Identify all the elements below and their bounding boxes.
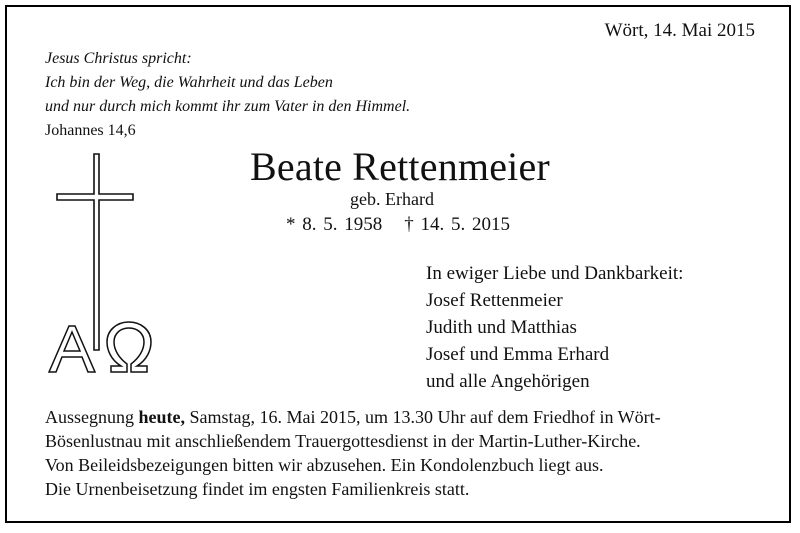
quote-line-1: Ich bin der Weg, die Wahrheit und das Leben — [45, 74, 333, 91]
mourner-name: und alle Angehörigen — [426, 371, 590, 392]
notice-line-2: Bösenlustnau mit anschließendem Trauergottesdienst in der Martin-Luther-Kirche. — [45, 431, 641, 451]
quote-reference: Johannes 14,6 — [45, 122, 136, 139]
quote-line-2: und nur durch mich kommt ihr zum Vater in den Himmel. — [45, 98, 411, 115]
notice-text: Samstag, 16. Mai 2015, um 13.30 Uhr auf dem Friedhof in Wört- — [185, 407, 661, 427]
notice-text: Aussegnung — [45, 407, 139, 427]
mourner-name: Josef Rettenmeier — [426, 290, 563, 311]
service-notice — [45, 405, 765, 501]
deceased-name: Beate Rettenmeier — [250, 144, 550, 189]
mourners-list — [426, 260, 683, 395]
bible-quote — [45, 47, 410, 143]
mourners-heading: In ewiger Liebe und Dankbarkeit: — [426, 263, 684, 284]
maiden-name: geb. Erhard — [350, 189, 434, 209]
quote-intro: Jesus Christus spricht: — [45, 50, 192, 67]
mourner-name: Josef und Emma Erhard — [426, 344, 610, 365]
notice-line-1 — [45, 405, 765, 429]
notice-line-4: Die Urnenbeisetzung findet im engsten Familienkreis statt. — [45, 479, 470, 499]
place-date: Wört, 14. Mai 2015 — [604, 20, 755, 41]
mourner-name: Judith und Matthias — [426, 317, 577, 338]
notice-line-3: Von Beileidsbezeigungen bitten wir abzusehen. Ein Kondolenzbuch liegt aus. — [45, 455, 604, 475]
birth-date: * 8. 5. 1958 — [286, 214, 383, 235]
death-date: † 14. 5. 2015 — [404, 214, 510, 235]
life-dates — [286, 214, 510, 236]
notice-emphasis: heute, — [138, 407, 185, 427]
